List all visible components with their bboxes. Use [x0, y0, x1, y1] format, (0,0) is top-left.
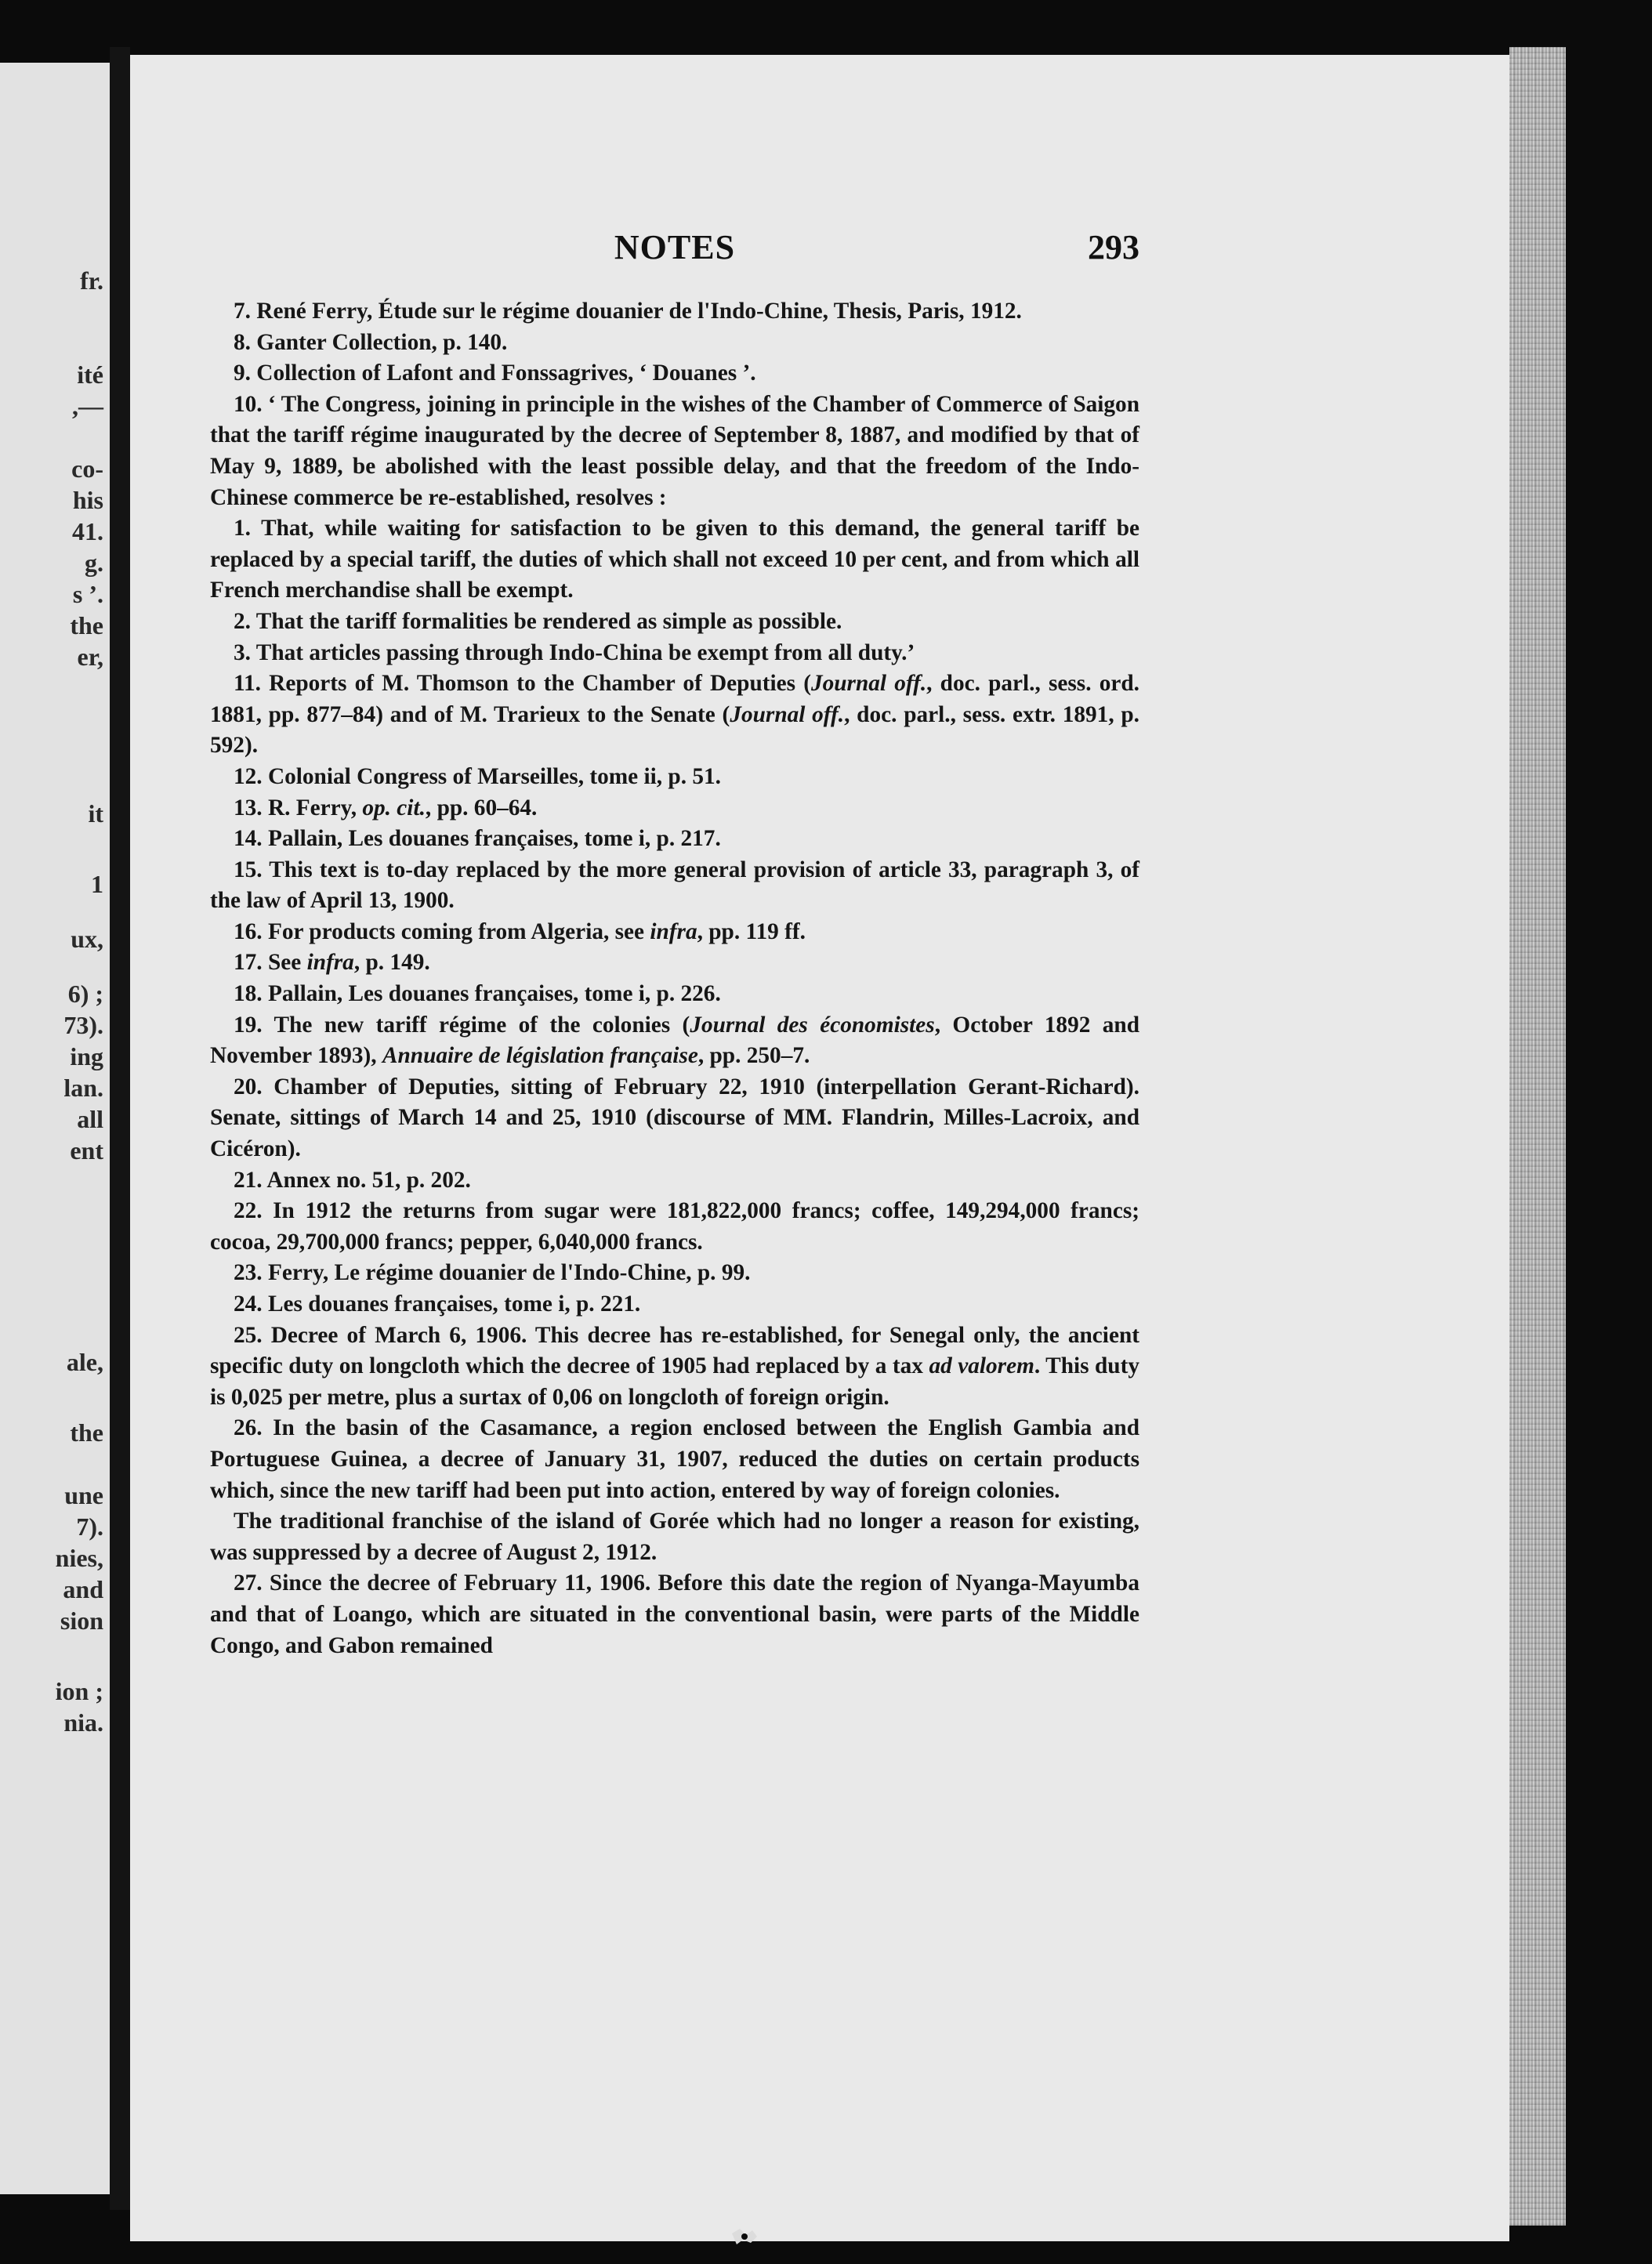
note-text: Pallain, Les douanes françaises, tome i, p. 226.	[267, 981, 721, 1007]
note-text: René Ferry, Étude sur le régime douanier de l'Indo-Chine, Thesis, Paris, 1912.	[256, 299, 1022, 324]
note-text: ad valorem	[929, 1353, 1034, 1379]
note-number: 12.	[234, 763, 268, 789]
note-text: Journal des économistes	[690, 1012, 935, 1038]
left-page-fragment: sion	[60, 1607, 103, 1635]
left-page-fragment: ité	[77, 360, 103, 389]
note-27	[210, 1568, 1139, 1661]
note-17	[210, 947, 1139, 979]
note-text: , October 1892 and November 1893),	[210, 1012, 1140, 1069]
note-7	[210, 296, 1139, 328]
note-text: Annuaire de législation française	[382, 1043, 698, 1069]
note-number: 21.	[234, 1167, 267, 1193]
note-number: 25.	[234, 1322, 271, 1348]
left-page-fragment: s ’.	[72, 580, 103, 608]
note-25	[210, 1320, 1139, 1414]
note-10-1	[210, 513, 1139, 607]
notes-body	[210, 296, 1139, 1661]
left-page-fragment: all	[77, 1105, 103, 1133]
note-text: ‘ The Congress, joining in principle in the wishes of the Chamber of Commerce of Saigon that the tariff régime inaugurated by the decree of September 8, 1887, and modified by that of May 9, 1889, be abolished with the least possible delay, and that the freedom of the Indo-Chinese commerce be re-established, resolves :	[210, 391, 1140, 510]
note-text: , p. 149.	[353, 950, 430, 976]
note-10	[210, 389, 1139, 513]
page-edge-stack	[1509, 47, 1566, 2226]
note-text: That, while waiting for satisfaction to be given to this demand, the general tariff be replaced by a special tariff, the duties of which shall not exceed 10 per cent, and from which all French merchandise shall be exempt.	[210, 516, 1139, 603]
note-text: infra	[306, 950, 354, 976]
note-text: Collection of Lafont and Fonssagrives, ‘ Douanes ’.	[256, 360, 756, 386]
note-10-3	[210, 638, 1139, 669]
note-9	[210, 358, 1139, 389]
left-page-fragment: 1	[91, 870, 103, 898]
note-number: 10.	[234, 391, 269, 417]
left-page-fragment: the	[70, 611, 103, 639]
note-text: That articles passing through Indo-China be exempt from all duty.’	[255, 639, 915, 665]
previous-page-edge	[0, 63, 110, 2194]
left-page-fragment: ux,	[71, 925, 103, 953]
note-26	[210, 1413, 1139, 1506]
note-text: Decree of March 6, 1906. This decree has re-established, for Senegal only, the ancient specific duty on longcloth which the decree of 1905 had replaced by a tax	[210, 1322, 1139, 1379]
scan-smudge-mark	[729, 2226, 760, 2248]
note-22	[210, 1196, 1139, 1258]
left-page-fragment: fr.	[80, 266, 103, 295]
note-text: Reports of M. Thomson to the Chamber of Deputies (	[269, 671, 811, 697]
note-text: In 1912 the returns from sugar were 181,822,000 francs; coffee, 149,294,000 francs; cocoa, 29,700,000 francs; pepper, 6,040,000 francs.	[210, 1198, 1139, 1255]
note-text: That the tariff formalities be rendered as simple as possible.	[255, 608, 842, 634]
left-page-fragment: his	[72, 486, 103, 514]
note-number: 16.	[234, 918, 268, 944]
note-text: infra	[650, 918, 697, 944]
note-text: Annex no. 51, p. 202.	[266, 1167, 471, 1193]
note-16	[210, 917, 1139, 948]
book-gutter	[110, 47, 130, 2210]
left-page-fragment: une	[64, 1481, 103, 1509]
note-text: For products coming from Algeria, see	[267, 918, 650, 944]
note-number: 23.	[234, 1260, 268, 1286]
left-page-fragment: lan.	[63, 1074, 103, 1102]
left-page-fragment: the	[70, 1418, 103, 1447]
note-12	[210, 762, 1139, 793]
left-page-fragment: it	[88, 799, 103, 828]
note-text: This text is to-day replaced by the more general provision of article 33, paragraph 3, of the law of April 13, 1900.	[210, 857, 1139, 914]
left-page-fragment: co-	[71, 455, 103, 483]
note-number: 14.	[234, 826, 268, 852]
note-number: 8.	[234, 329, 257, 355]
note-14	[210, 824, 1139, 855]
note-20	[210, 1072, 1139, 1165]
note-11	[210, 668, 1139, 762]
note-text: R. Ferry,	[267, 795, 363, 820]
note-26-b	[210, 1506, 1139, 1568]
note-number: 9.	[234, 360, 257, 386]
note-text: op. cit.	[362, 795, 426, 820]
note-text: , pp. 60–64.	[425, 795, 538, 820]
left-page-fragment: ,—	[72, 392, 103, 420]
note-number: 3.	[234, 639, 256, 665]
note-text: The new tariff régime of the colonies (	[274, 1012, 690, 1038]
note-13	[210, 793, 1139, 824]
page-header	[210, 227, 1139, 274]
note-19	[210, 1010, 1139, 1072]
left-page-fragment: nia.	[63, 1708, 103, 1737]
left-page-fragment: 7).	[76, 1512, 103, 1541]
note-text: Les douanes françaises, tome i, p. 221.	[267, 1291, 641, 1317]
note-number: 19.	[234, 1012, 274, 1038]
note-number: 2.	[234, 608, 256, 634]
note-text: Colonial Congress of Marseilles, tome ii, p. 51.	[267, 763, 721, 789]
left-page-fragment: ent	[70, 1136, 103, 1165]
note-text: Ferry, Le régime douanier de l'Indo-Chine, p. 99.	[267, 1260, 751, 1286]
left-page-fragment: 73).	[63, 1011, 103, 1039]
note-text: , doc. parl., sess. ord. 1881, pp. 877–84) and of M. Trarieux to the Senate (	[210, 671, 1139, 727]
note-text: In the basin of the Casamance, a region enclosed between the English Gambia and Portuguese Guinea, a decree of January 31, 1907, reduced the duties on certain products which, since the new tariff had been put into action, entered by way of foreign colonies.	[210, 1415, 1139, 1503]
left-page-fragment: ale,	[66, 1348, 103, 1376]
note-18	[210, 979, 1139, 1010]
note-number: 24.	[234, 1291, 268, 1317]
note-number: 7.	[234, 299, 257, 324]
note-text: Ganter Collection, p. 140.	[256, 329, 508, 355]
note-text: . This duty is 0,025 per metre, plus a surtax of 0,06 on longcloth of foreign origin.	[210, 1353, 1139, 1410]
note-8	[210, 328, 1139, 359]
note-text: Journal off.	[810, 671, 927, 697]
left-page-fragment: 41.	[72, 517, 103, 545]
note-21	[210, 1165, 1139, 1197]
note-15	[210, 855, 1139, 917]
note-text: Since the decree of February 11, 1906. Before this date the region of Nyanga-Mayumba and that of Loango, which are situated in the conventional basin, were parts of the Middle Congo, and Gabon remained	[210, 1570, 1139, 1658]
note-number: 18.	[234, 981, 268, 1007]
note-text: See	[267, 950, 307, 976]
page-number: 293	[1088, 228, 1139, 266]
note-text: Pallain, Les douanes françaises, tome i, p. 217.	[267, 826, 721, 852]
note-number: 27.	[234, 1570, 270, 1596]
note-text: Chamber of Deputies, sitting of February 22, 1910 (interpellation Gerant-Richard). Senate, sittings of March 14 and 25, 1910 (discourse of MM. Flandrin, Milles-Lacroix, and Cicéron).	[210, 1074, 1139, 1162]
note-number: 13.	[234, 795, 268, 820]
left-page-fragment: ing	[70, 1042, 103, 1070]
note-23	[210, 1258, 1139, 1289]
note-number: 26.	[234, 1415, 274, 1441]
note-number: 17.	[234, 950, 268, 976]
note-text: The traditional franchise of the island of Gorée which had no longer a reason for existing, was suppressed by a decree of August 2, 1912.	[210, 1509, 1139, 1565]
left-page-fragment: and	[63, 1575, 103, 1603]
note-text: , pp. 119 ff.	[697, 918, 806, 944]
note-24	[210, 1289, 1139, 1320]
running-title: NOTES	[614, 228, 736, 266]
note-10-2	[210, 607, 1139, 638]
note-number: 20.	[234, 1074, 274, 1099]
left-page-fragment: ion ;	[55, 1677, 103, 1705]
note-text: Journal off.	[730, 701, 845, 727]
note-number: 22.	[234, 1198, 274, 1224]
left-page-fragment: 6) ;	[67, 980, 103, 1008]
left-page-fragment: er,	[77, 643, 103, 671]
note-number: 11.	[234, 671, 270, 697]
note-number: 1.	[234, 516, 262, 542]
note-number: 15.	[234, 857, 270, 882]
left-page-fragment: nies,	[55, 1544, 103, 1572]
left-page-fragment: g.	[85, 549, 103, 577]
note-text: , doc. parl., sess. extr. 1891, p. 592).	[210, 701, 1140, 759]
note-text: , pp. 250–7.	[697, 1043, 810, 1069]
